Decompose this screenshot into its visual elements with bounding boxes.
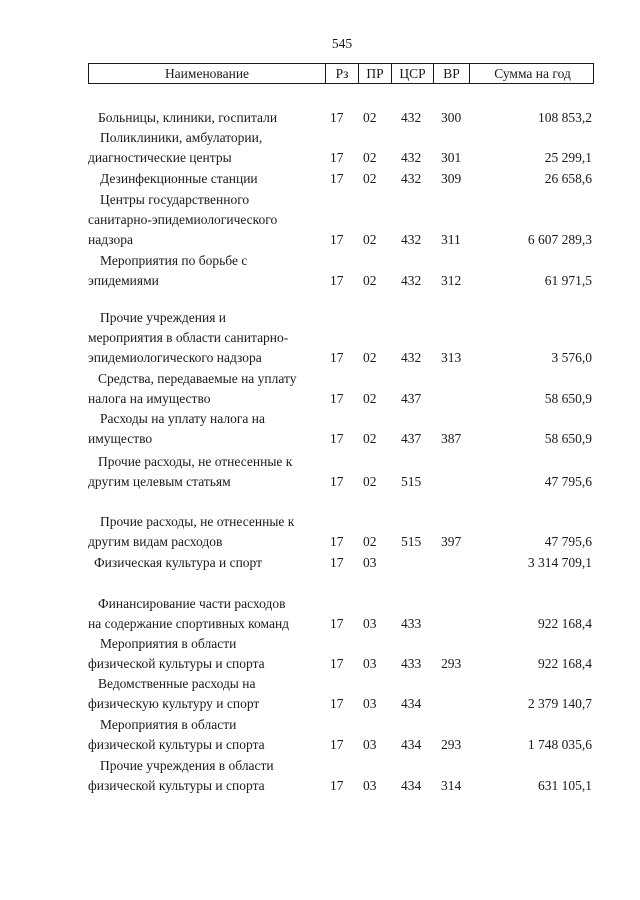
row-rz: 17 — [330, 232, 344, 247]
row-csr: 432 — [401, 232, 422, 247]
row-name-line: эпидемиологического надзора — [88, 350, 262, 365]
row-sum: 47 795,6 — [544, 534, 592, 549]
row-name-line: Финансирование части расходов — [98, 596, 286, 611]
row-sum: 631 105,1 — [538, 778, 592, 793]
row-rz: 17 — [330, 534, 344, 549]
row-pr: 02 — [363, 534, 377, 549]
row-rz: 17 — [330, 737, 344, 752]
row-pr: 02 — [363, 474, 377, 489]
row-vr: 397 — [441, 534, 462, 549]
table-row — [88, 190, 594, 250]
row-name-line: Средства, передаваемые на уплату — [98, 371, 297, 386]
row-name-line: Мероприятия в области — [100, 636, 237, 651]
table-row — [88, 634, 594, 674]
row-name-line: физической культуры и спорта — [88, 778, 265, 793]
table-row — [88, 756, 594, 796]
header-name: Наименование — [164, 66, 250, 81]
table-header — [88, 63, 594, 84]
row-sum: 3 576,0 — [551, 350, 592, 365]
row-name — [88, 128, 324, 168]
row-name-line: Мероприятия по борьбе с — [100, 253, 248, 268]
row-name-line: Поликлиники, амбулатории, — [100, 130, 263, 145]
row-name — [88, 512, 324, 552]
row-sum: 6 607 289,3 — [527, 232, 592, 247]
row-rz: 17 — [330, 273, 344, 288]
row-pr: 02 — [363, 391, 377, 406]
row-sum: 922 168,4 — [538, 616, 592, 631]
row-name-line: санитарно-эпидемиологического — [88, 212, 278, 227]
row-pr: 02 — [363, 431, 377, 446]
table-row — [88, 169, 594, 189]
row-name — [88, 369, 324, 409]
row-name-line: налога на имущество — [88, 391, 211, 406]
row-name — [88, 190, 324, 250]
row-sum: 922 168,4 — [538, 656, 592, 671]
row-name — [88, 308, 324, 368]
row-name-line: Дезинфекционные станции — [100, 171, 258, 186]
table-row — [88, 674, 594, 714]
row-name-line: диагностические центры — [88, 150, 232, 165]
row-name-line: Мероприятия в области — [100, 717, 237, 732]
row-pr: 03 — [363, 616, 377, 631]
table-row — [88, 594, 594, 634]
row-name — [88, 108, 324, 128]
row-vr: 293 — [441, 656, 462, 671]
row-csr: 434 — [401, 778, 422, 793]
row-csr: 432 — [401, 350, 422, 365]
row-name — [88, 715, 324, 755]
row-name-line: Расходы на уплату налога на — [100, 411, 265, 426]
row-rz: 17 — [330, 350, 344, 365]
row-vr: 293 — [441, 737, 462, 752]
row-sum: 58 650,9 — [544, 431, 592, 446]
row-csr: 432 — [401, 273, 422, 288]
table-row — [88, 128, 594, 168]
row-rz: 17 — [330, 696, 344, 711]
row-name — [88, 756, 324, 796]
row-rz: 17 — [330, 555, 344, 570]
row-vr: 300 — [441, 110, 462, 125]
row-name — [88, 452, 324, 492]
row-vr: 311 — [441, 232, 461, 247]
table-row — [88, 553, 594, 573]
row-name-line: Больницы, клиники, госпитали — [98, 110, 278, 125]
table-row — [88, 512, 594, 552]
row-csr: 437 — [401, 391, 422, 406]
row-sum: 25 299,1 — [544, 150, 592, 165]
row-pr: 02 — [363, 110, 377, 125]
row-csr: 515 — [401, 534, 422, 549]
row-sum: 1 748 035,6 — [527, 737, 592, 752]
row-vr: 309 — [441, 171, 462, 186]
table-row — [88, 108, 594, 128]
row-rz: 17 — [330, 778, 344, 793]
row-name-line: другим видам расходов — [88, 534, 223, 549]
row-name-line: физическую культуру и спорт — [88, 696, 260, 711]
row-name-line: мероприятия в области санитарно- — [88, 330, 289, 345]
row-vr: 312 — [441, 273, 462, 288]
row-name — [88, 251, 324, 291]
table-row — [88, 409, 594, 449]
page-number: 545 — [331, 36, 353, 51]
row-sum: 47 795,6 — [544, 474, 592, 489]
row-csr: 432 — [401, 171, 422, 186]
table-row — [88, 251, 594, 291]
row-vr: 313 — [441, 350, 462, 365]
row-name-line: физической культуры и спорта — [88, 656, 265, 671]
row-name-line: Центры государственного — [100, 192, 250, 207]
row-name-line: физической культуры и спорта — [88, 737, 265, 752]
table-row — [88, 715, 594, 755]
row-sum: 3 314 709,1 — [527, 555, 592, 570]
row-pr: 03 — [363, 696, 377, 711]
row-name — [88, 634, 324, 674]
row-name — [88, 594, 324, 634]
row-pr: 03 — [363, 656, 377, 671]
row-vr: 387 — [441, 431, 462, 446]
row-csr: 432 — [401, 110, 422, 125]
table-row — [88, 308, 594, 368]
row-rz: 17 — [330, 616, 344, 631]
row-sum: 58 650,9 — [544, 391, 592, 406]
row-rz: 17 — [330, 474, 344, 489]
table-row — [88, 452, 594, 492]
row-name — [88, 674, 324, 714]
header-rz: Рз — [325, 64, 358, 83]
row-csr: 437 — [401, 431, 422, 446]
row-pr: 02 — [363, 232, 377, 247]
row-name-line: Прочие расходы, не отнесенные к — [98, 454, 293, 469]
row-rz: 17 — [330, 431, 344, 446]
row-rz: 17 — [330, 656, 344, 671]
row-name-line: другим целевым статьям — [88, 474, 231, 489]
row-name — [88, 553, 324, 573]
row-sum: 2 379 140,7 — [527, 696, 592, 711]
row-pr: 02 — [363, 171, 377, 186]
row-name-line: Прочие расходы, не отнесенные к — [100, 514, 295, 529]
row-csr: 434 — [401, 737, 422, 752]
row-pr: 03 — [363, 555, 377, 570]
row-pr: 03 — [363, 778, 377, 793]
row-pr: 02 — [363, 273, 377, 288]
row-csr: 433 — [401, 656, 422, 671]
row-csr: 433 — [401, 616, 422, 631]
header-pr: ПР — [358, 64, 391, 83]
row-csr: 432 — [401, 150, 422, 165]
row-vr: 314 — [441, 778, 462, 793]
row-csr: 434 — [401, 696, 422, 711]
header-csr: ЦСР — [391, 64, 433, 83]
row-sum: 61 971,5 — [544, 273, 592, 288]
row-csr: 515 — [401, 474, 422, 489]
row-name-line: на содержание спортивных команд — [88, 616, 290, 631]
row-pr: 02 — [363, 150, 377, 165]
row-vr: 301 — [441, 150, 462, 165]
row-name-line: имущество — [88, 431, 153, 446]
row-name — [88, 409, 324, 449]
row-pr: 03 — [363, 737, 377, 752]
row-name-line: Ведомственные расходы на — [98, 676, 256, 691]
row-rz: 17 — [330, 150, 344, 165]
row-pr: 02 — [363, 350, 377, 365]
header-vr: ВР — [433, 64, 469, 83]
row-name-line: эпидемиями — [88, 273, 159, 288]
row-rz: 17 — [330, 171, 344, 186]
header-sum: Сумма на год — [469, 64, 595, 83]
row-rz: 17 — [330, 110, 344, 125]
row-sum: 108 853,2 — [538, 110, 592, 125]
row-name-line: Прочие учреждения в области — [100, 758, 274, 773]
row-rz: 17 — [330, 391, 344, 406]
row-name-line: Прочие учреждения и — [100, 310, 227, 325]
row-name-line: надзора — [88, 232, 133, 247]
table-row — [88, 369, 594, 409]
row-sum: 26 658,6 — [544, 171, 592, 186]
row-name — [88, 169, 324, 189]
row-name-line: Физическая культура и спорт — [94, 555, 263, 570]
